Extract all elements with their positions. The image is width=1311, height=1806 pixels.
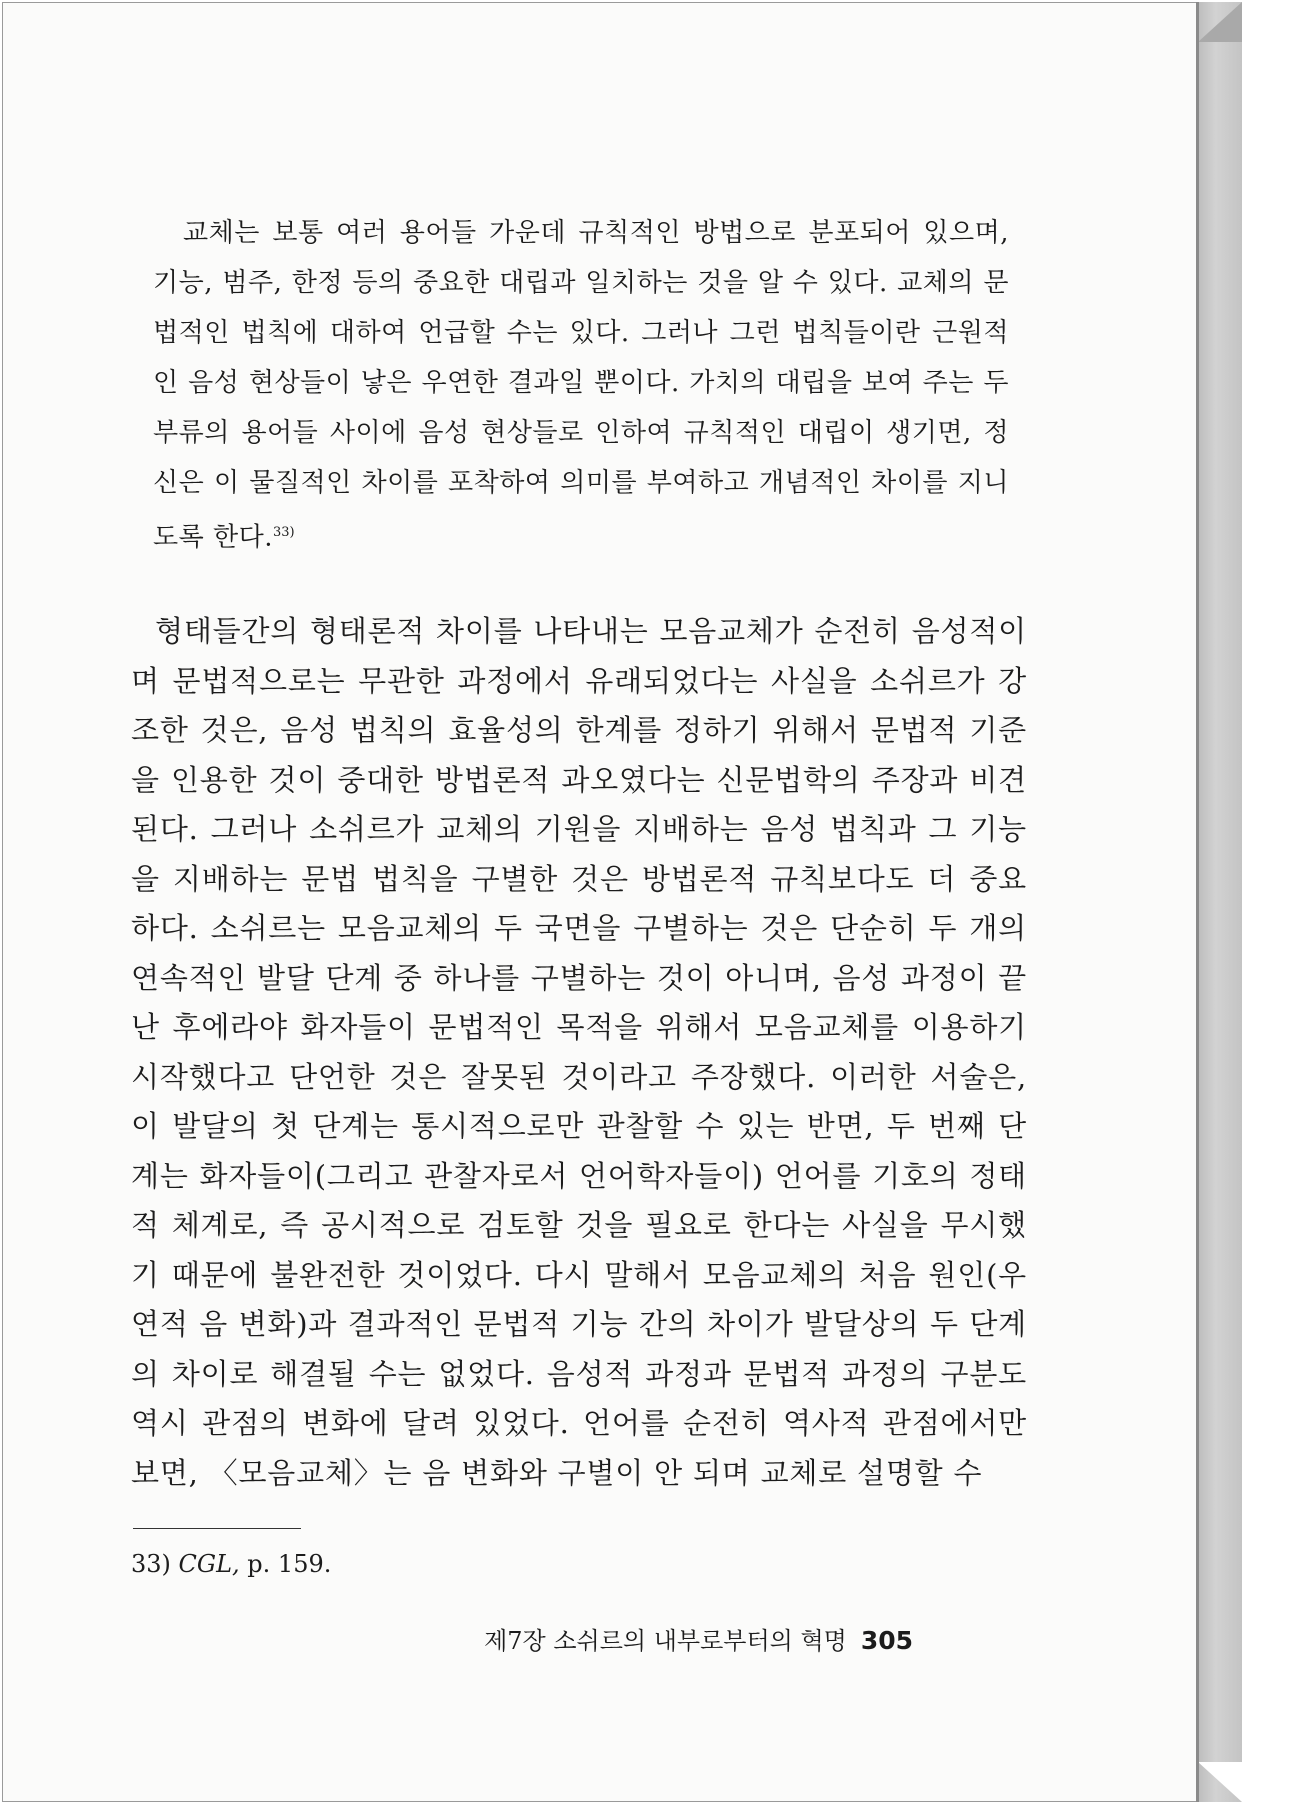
footnote-source: CGL, — [178, 1550, 240, 1578]
footnote — [131, 1548, 331, 1580]
block-quote-text: 교체는 보통 여러 용어들 가운데 규칙적인 방법으로 분포되어 있으며, 기능, 범주, 한정 등의 중요한 대립과 일치하는 것을 알 수 있다. 교체의 문법적인 법칙에 대하여 언급할 수는 있다. 그러나 그런 법칙들이란 근원적인 음성 현상들이 낳은 우연한 결과일 뿐이다. 가치의 대립을 보여 주는 두 부류의 용어들 사이에 음성 현상들로 인하여 규칙적인 대립이 생기면, 정신은 이 물질적인 차이를 포착하여 의미를 부여하고 개념적인 차이를 지니도록 한다. — [153, 218, 1009, 553]
page-stack-edge — [1198, 2, 1242, 1802]
body-paragraph: 형태들간의 형태론적 차이를 나타내는 모음교체가 순전히 음성적이며 문법적으로는 무관한 과정에서 유래되었다는 사실을 소쉬르가 강조한 것은, 음성 법칙의 효율성의 한계를 정하기 위해서 문법적 기준을 인용한 것이 중대한 방법론적 과오였다는 신문법학의 주장과 비견된다. 그러나 소쉬르가 교체의 기원을 지배하는 음성 법칙과 그 기능을 지배하는 문법 법칙을 구별한 것은 방법론적 규칙보다도 더 중요하다. 소쉬르는 모음교체의 두 국면을 구별하는 것은 단순히 두 개의 연속적인 발달 단계 중 하나를 구별하는 것이 아니며, 음성 과정이 끝난 후에라야 화자들이 문법적인 목적을 위해서 모음교체를 이용하기 시작했다고 단언한 것은 잘못된 것이라고 주장했다. 이러한 서술은, 이 발달의 첫 단계는 통시적으로만 관찰할 수 있는 반면, 두 번째 단계는 화자들이(그리고 관찰자로서 언어학자들이) 언어를 기호의 정태적 체계로, 즉 공시적으로 검토할 것을 필요로 한다는 사실을 무시했기 때문에 불완전한 것이었다. 다시 말해서 모음교체의 처음 원인(우연적 음 변화)과 결과적인 문법적 기능 간의 차이가 발달상의 두 단계의 차이로 해결될 수는 없었다. 음성적 과정과 문법적 과정의 구분도 역시 관점의 변화에 달려 있었다. 언어를 순전히 역사적 관점에서만 보면, 〈모음교체〉는 음 변화와 구별이 안 되며 교체로 설명할 수 — [131, 614, 1027, 1490]
page-stack-corner-top — [1198, 2, 1242, 42]
page-number: 305 — [860, 1626, 913, 1655]
running-footer — [484, 1623, 913, 1659]
footnote-divider — [133, 1528, 301, 1529]
footnote-page: p. 159. — [247, 1550, 332, 1578]
page-edge-shadow — [1196, 2, 1199, 1802]
footnote-reference: 33) — [273, 525, 295, 540]
book-page — [2, 2, 1198, 1802]
chapter-title: 제7장 소쉬르의 내부로부터의 혁명 — [484, 1627, 847, 1655]
page-stack-corner-bottom — [1198, 1762, 1242, 1802]
block-quote — [153, 208, 1009, 563]
footnote-number: 33) — [131, 1550, 171, 1578]
